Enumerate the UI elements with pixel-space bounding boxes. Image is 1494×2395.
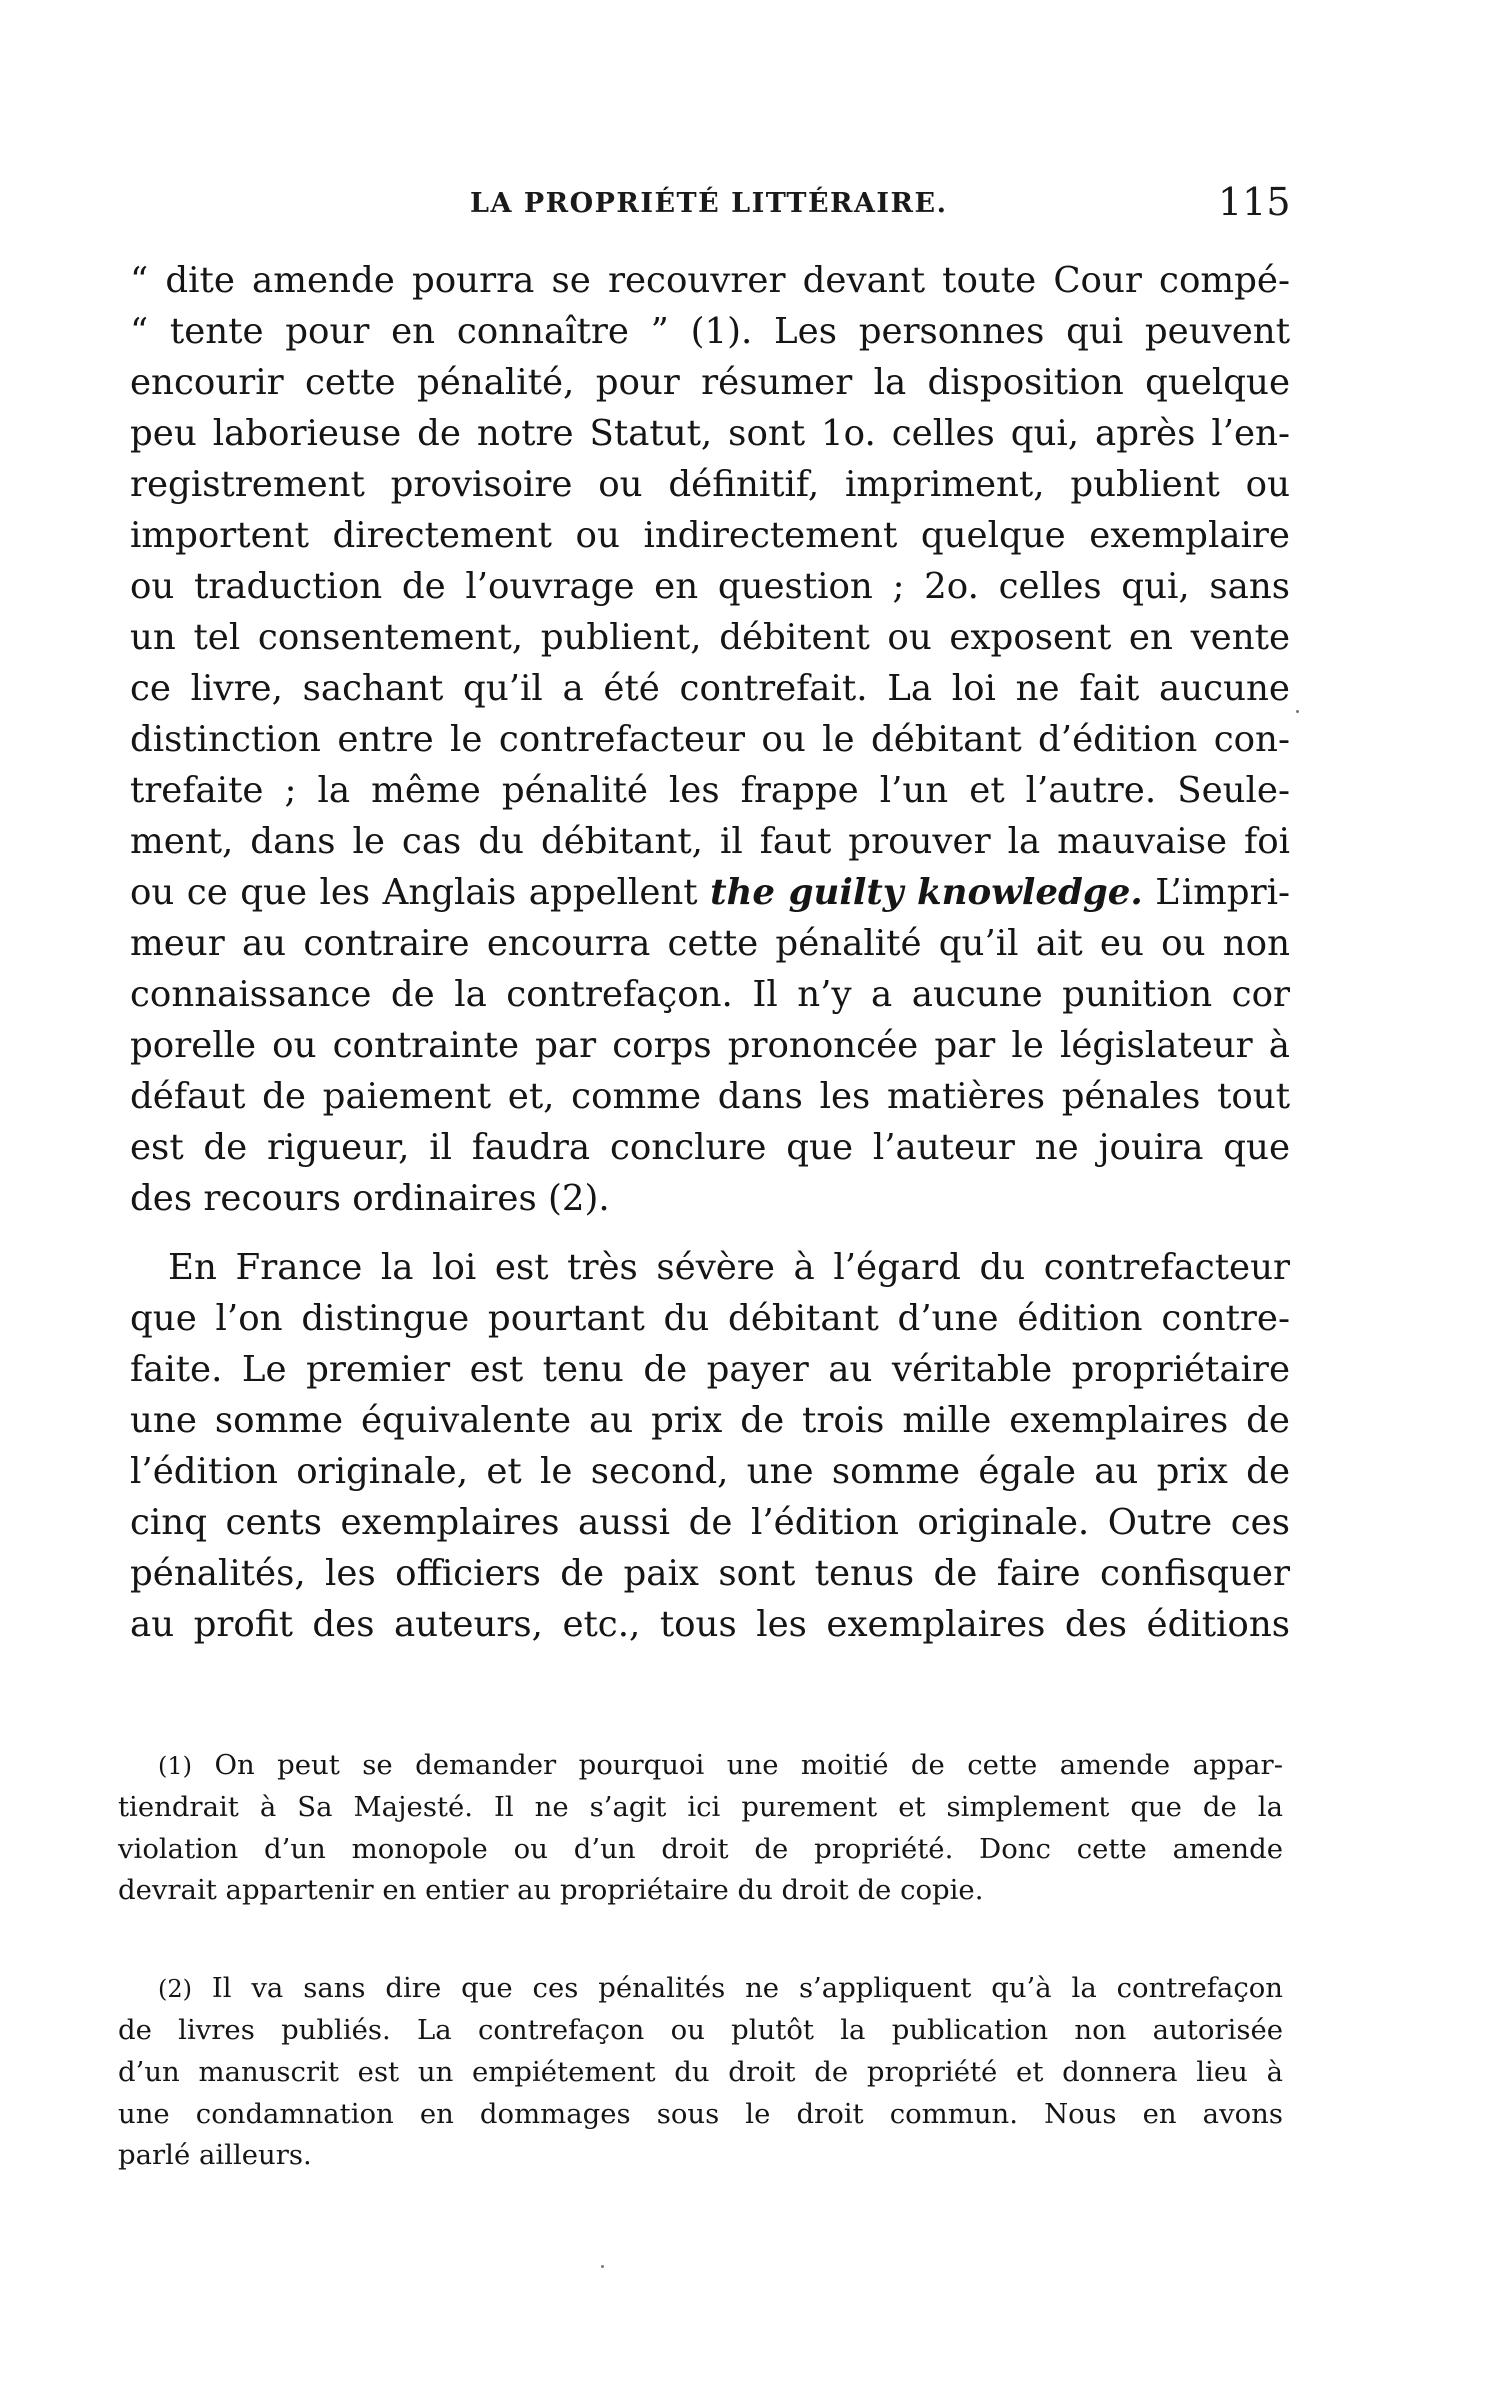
paper-speck bbox=[601, 2265, 604, 2268]
text-line: des recours ordinaires (2). bbox=[130, 1178, 610, 1219]
text-line: que l’on distingue pourtant du débitant d’une édition contre- bbox=[130, 1298, 1290, 1339]
footnote-line bbox=[118, 1745, 1283, 1787]
text-line: l’édition originale, et le second, une somme égale au prix de bbox=[130, 1451, 1290, 1492]
text-line: est de rigueur, il faudra conclure que l’auteur ne jouira que bbox=[130, 1127, 1290, 1168]
footnote-mark: (2) bbox=[158, 1975, 192, 2004]
footnote-line: d’un manuscrit est un empiétement du droit de propriété et donnera lieu à bbox=[118, 2055, 1283, 2088]
text-line: au profit des auteurs, etc., tous les exemplaires des éditions bbox=[130, 1604, 1290, 1645]
footnote-text: Il va sans dire que ces pénalités ne s’appliquent qu’à la contrefaçon bbox=[192, 1972, 1283, 2005]
paragraph-gap bbox=[130, 1224, 1290, 1242]
text-line: ce livre, sachant qu’il a été contrefait. La loi ne fait aucune bbox=[130, 668, 1290, 709]
footnote-1 bbox=[118, 1745, 1283, 1912]
paragraph-2 bbox=[130, 1242, 1290, 1650]
text-segment: L’impri- bbox=[1142, 872, 1290, 913]
text-line: “ tente pour en connaître ” (1). Les personnes qui peuvent bbox=[130, 311, 1290, 352]
text-line: meur au contraire encourra cette pénalité qu’il ait eu ou non bbox=[130, 923, 1290, 964]
text-line: faite. Le premier est tenu de payer au véritable propriétaire bbox=[130, 1349, 1290, 1390]
text-line: distinction entre le contrefacteur ou le débitant d’édition con- bbox=[130, 719, 1290, 760]
footnote-2 bbox=[118, 1968, 1283, 2177]
footnote-line: tiendrait à Sa Majesté. Il ne s’agit ici purement et simplement que de la bbox=[118, 1790, 1283, 1823]
footnote-line: une condamnation en dommages sous le droit commun. Nous en avons bbox=[118, 2097, 1283, 2130]
footnote-line: violation d’un monopole ou d’un droit de propriété. Donc cette amende bbox=[118, 1832, 1283, 1865]
footnote-gap bbox=[118, 1912, 1283, 1968]
text-line: cinq cents exemplaires aussi de l’édition originale. Outre ces bbox=[130, 1502, 1290, 1543]
text-line: trefaite ; la même pénalité les frappe l’un et l’autre. Seule- bbox=[130, 770, 1290, 811]
main-text bbox=[130, 255, 1290, 1650]
text-line: encourir cette pénalité, pour résumer la disposition quelque bbox=[130, 362, 1290, 403]
text-line: En France la loi est très sévère à l’égard du contrefacteur bbox=[168, 1247, 1290, 1288]
text-line: importent directement ou indirectement quelque exemplaire bbox=[130, 515, 1290, 556]
text-segment: ou ce que les Anglais appellent bbox=[130, 872, 711, 913]
text-line: pénalités, les officiers de paix sont tenus de faire confisquer bbox=[130, 1553, 1290, 1594]
footnote-mark: (1) bbox=[158, 1752, 192, 1780]
text-line: une somme équivalente au prix de trois mille exemplaires de bbox=[130, 1400, 1290, 1441]
footnotes bbox=[118, 1745, 1283, 2177]
text-line: connaissance de la contrefaçon. Il n’y a aucune punition cor bbox=[130, 974, 1290, 1015]
footnote-text: On peut se demander pourquoi une moitié de cette amende appar- bbox=[192, 1749, 1283, 1781]
footnote-line: parlé ailleurs. bbox=[118, 2139, 312, 2172]
text-line: ment, dans le cas du débitant, il faut prouver la mauvaise foi bbox=[130, 821, 1290, 862]
text-line: porelle ou contrainte par corps prononcée par le législateur à bbox=[130, 1025, 1290, 1066]
page-number: 115 bbox=[1218, 180, 1291, 224]
footnote-line: de livres publiés. La contrefaçon ou plutôt la publication non autorisée bbox=[118, 2013, 1283, 2046]
text-line-with-italic bbox=[130, 867, 1290, 918]
text-line: “ dite amende pourra se recouvrer devant toute Cour compé- bbox=[130, 260, 1290, 301]
text-line: un tel consentement, publient, débitent ou exposent en vente bbox=[130, 617, 1290, 658]
footnote-line: devrait appartenir en entier au propriétaire du droit de copie. bbox=[118, 1874, 984, 1907]
running-title: LA PROPRIÉTÉ LITTÉRAIRE. bbox=[470, 188, 948, 219]
text-line: registrement provisoire ou définitif, impriment, publient ou bbox=[130, 464, 1290, 505]
paper-speck bbox=[1296, 710, 1299, 713]
footnote-line bbox=[118, 1968, 1283, 2010]
text-line: défaut de paiement et, comme dans les matières pénales tout bbox=[130, 1076, 1290, 1117]
italic-phrase: the guilty knowledge. bbox=[710, 872, 1143, 913]
text-line: ou traduction de l’ouvrage en question ; 2o. celles qui, sans bbox=[130, 566, 1290, 607]
text-line: peu laborieuse de notre Statut, sont 1o. celles qui, après l’en- bbox=[130, 413, 1290, 454]
paragraph-1 bbox=[130, 255, 1290, 1224]
